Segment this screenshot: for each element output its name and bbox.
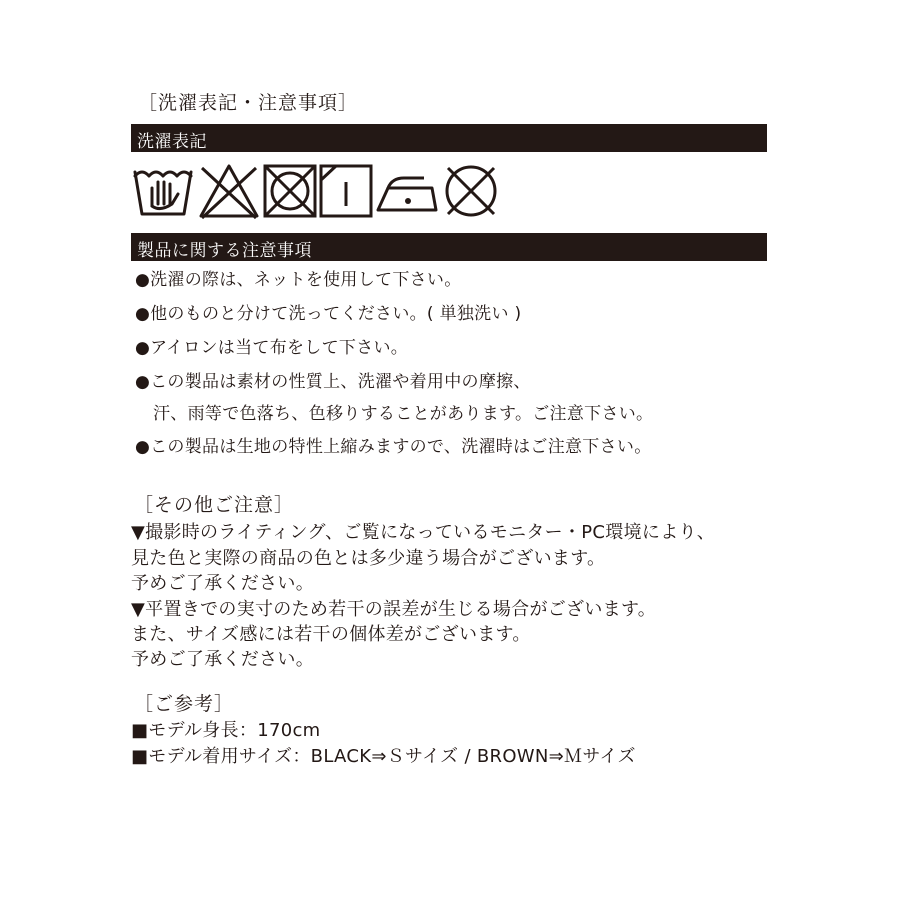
model-size-line: ■モデル着用サイズ：BLACK⇒Ｓサイズ / BROWN⇒Ｍサイズ (131, 746, 636, 767)
no-dry-clean-icon (442, 162, 500, 220)
hand-wash-icon (132, 162, 194, 220)
note-line: ●この製品は生地の特性上縮みますので、洗濯時はご注意下さい。 (135, 437, 652, 457)
model-height-line: ■モデル身長：170cm (131, 720, 321, 741)
other-notes-heading: ［その他ご注意］ (134, 494, 295, 516)
other-note-line: ▼撮影時のライティング、ご覧になっているモニター・PC環境により、 (131, 522, 716, 543)
other-note-line: 予めご了承ください。 (131, 573, 314, 594)
product-notes-bar (131, 233, 767, 261)
note-line: ●アイロンは当て布をして下さい。 (135, 338, 409, 358)
note-line: ●他のものと分けて洗ってください。( 単独洗い ) (135, 304, 522, 324)
no-tumble-dry-icon (262, 162, 318, 220)
other-note-line: 予めご了承ください。 (131, 649, 314, 670)
reference-heading: ［ご参考］ (134, 693, 235, 715)
iron-low-icon (374, 162, 440, 220)
product-notes-title: 製品に関する注意事項 (137, 241, 312, 261)
laundry-section-bar (131, 124, 767, 152)
other-note-line: 見た色と実際の商品の色とは多少違う場合がございます。 (131, 548, 606, 569)
note-line: ●洗濯の際は、ネットを使用して下さい。 (135, 270, 462, 290)
no-bleach-icon (198, 162, 260, 220)
other-note-line: ▼平置きでの実寸のため若干の誤差が生じる場合がございます。 (131, 599, 657, 620)
page-title: ［洗濯表記・注意事項］ (138, 92, 359, 114)
laundry-section-title: 洗濯表記 (137, 132, 207, 152)
note-line: 汗、雨等で色落ち、色移りすることがあります。ご注意下さい。 (153, 404, 654, 424)
line-dry-icon (318, 162, 374, 220)
note-line: ●この製品は素材の性質上、洗濯や着用中の摩擦、 (135, 372, 531, 392)
other-note-line: また、サイズ感には若干の個体差がございます。 (131, 624, 531, 645)
